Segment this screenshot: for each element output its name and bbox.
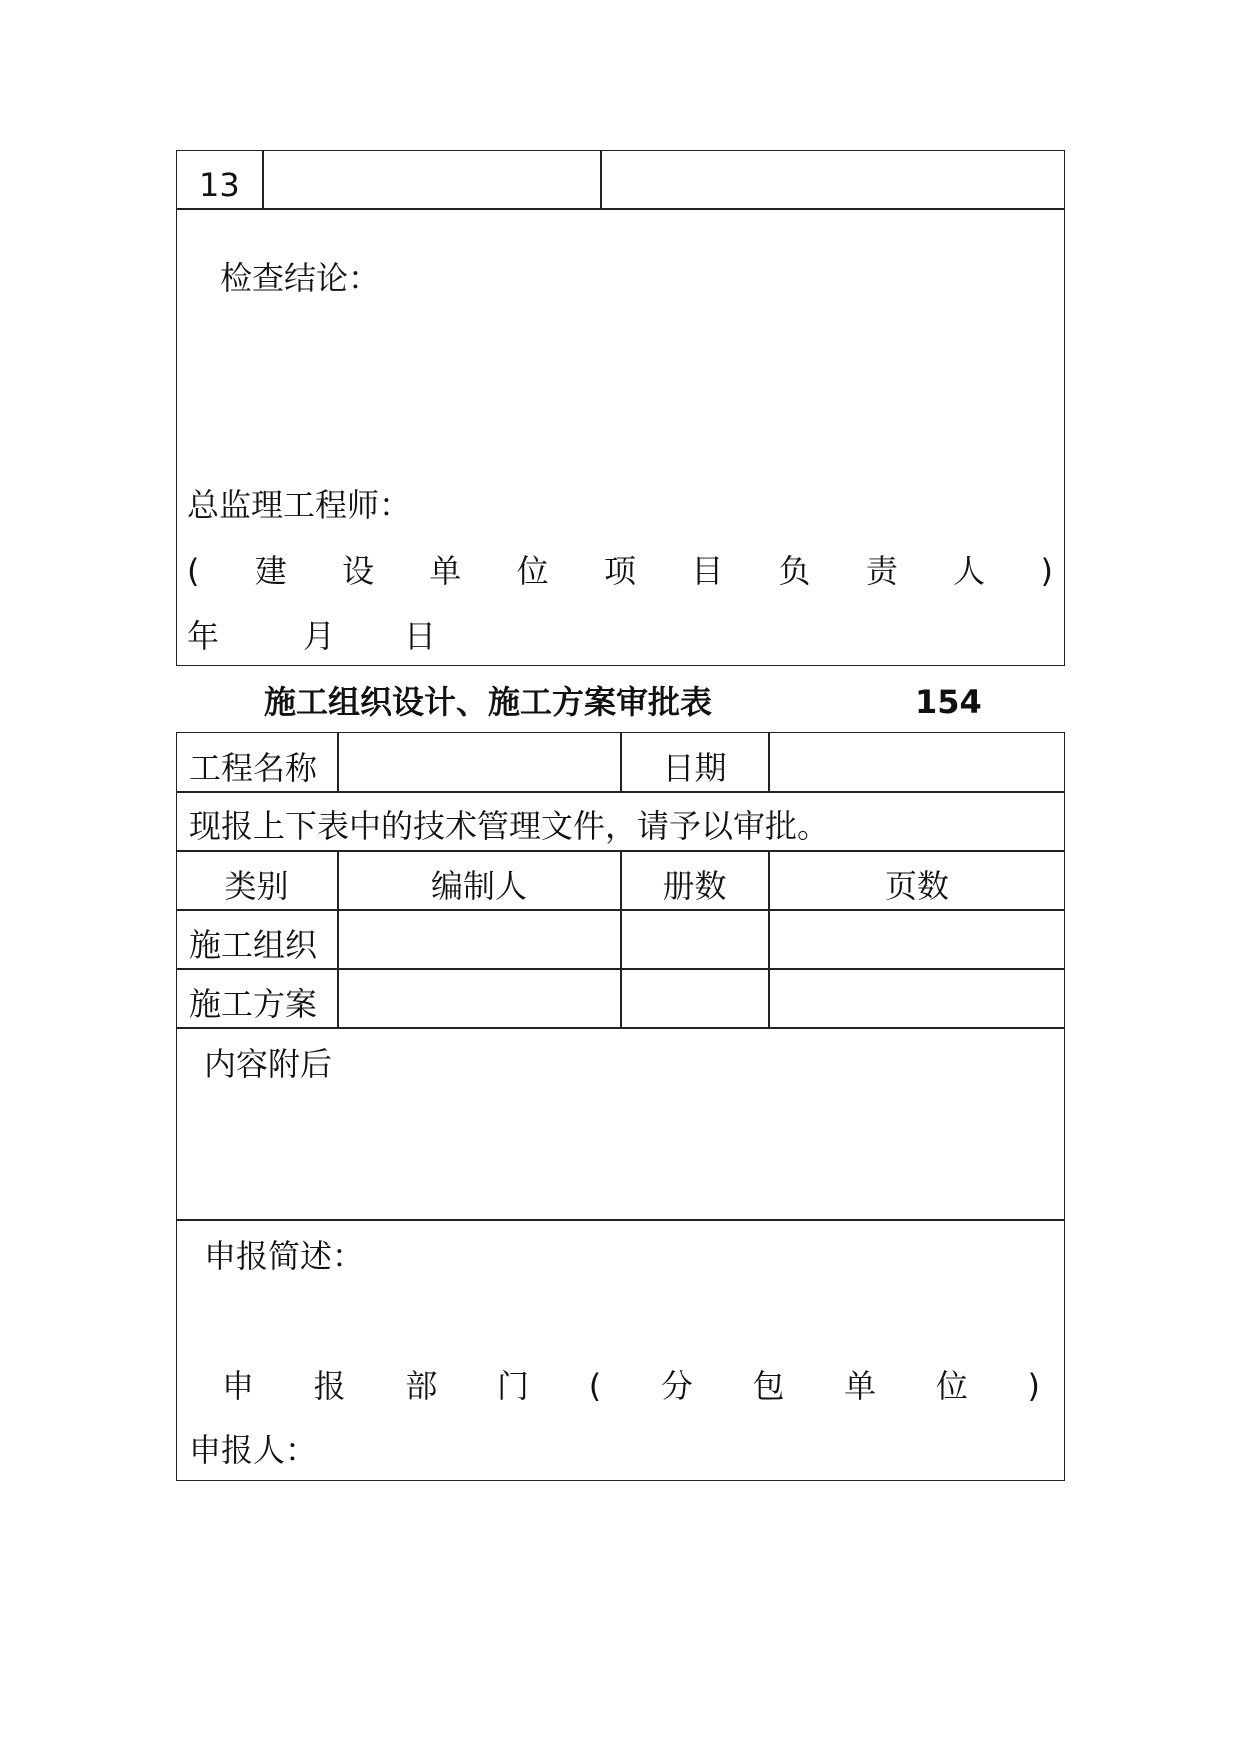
request-text: 现报上下表中的技术管理文件，请予以审批。 (189, 807, 830, 845)
column-divider (600, 150, 602, 209)
table-row-category: 施工组织 (189, 926, 318, 964)
date-day: 日 (404, 617, 437, 655)
owner-representative-label: ( 建 设 单 位 项 目 负 责 人 ) (187, 552, 1053, 590)
column-header-volumes: 册数 (662, 867, 727, 905)
project-name-label: 工程名称 (189, 749, 318, 787)
chief-engineer-label: 总监理工程师： (187, 486, 412, 524)
form-number: 154 (915, 683, 982, 721)
row-number: 13 (199, 166, 240, 204)
row-divider (176, 1219, 1065, 1221)
column-header-pages: 页数 (884, 867, 949, 905)
date-value[interactable] (770, 733, 1064, 791)
conclusion-label: 检查结论： (220, 259, 381, 297)
summary-label: 申报简述： (204, 1237, 365, 1275)
date-month: 月 (303, 617, 336, 655)
date-year: 年 (187, 617, 220, 655)
form-title: 施工组织设计、施工方案审批表 (264, 683, 713, 721)
column-divider (262, 150, 264, 209)
row-divider (176, 208, 1065, 210)
column-header-compiler: 编制人 (430, 867, 527, 905)
reporting-department-label: 申 报 部 门 ( 分 包 单 位 ) (222, 1367, 1040, 1405)
date-label: 日期 (662, 749, 727, 787)
table-row-category: 施工方案 (189, 985, 318, 1023)
project-name-value[interactable] (339, 733, 619, 791)
column-header-category: 类别 (224, 867, 289, 905)
applicant-label: 申报人： (189, 1431, 318, 1469)
contents-attached-label: 内容附后 (204, 1045, 333, 1083)
